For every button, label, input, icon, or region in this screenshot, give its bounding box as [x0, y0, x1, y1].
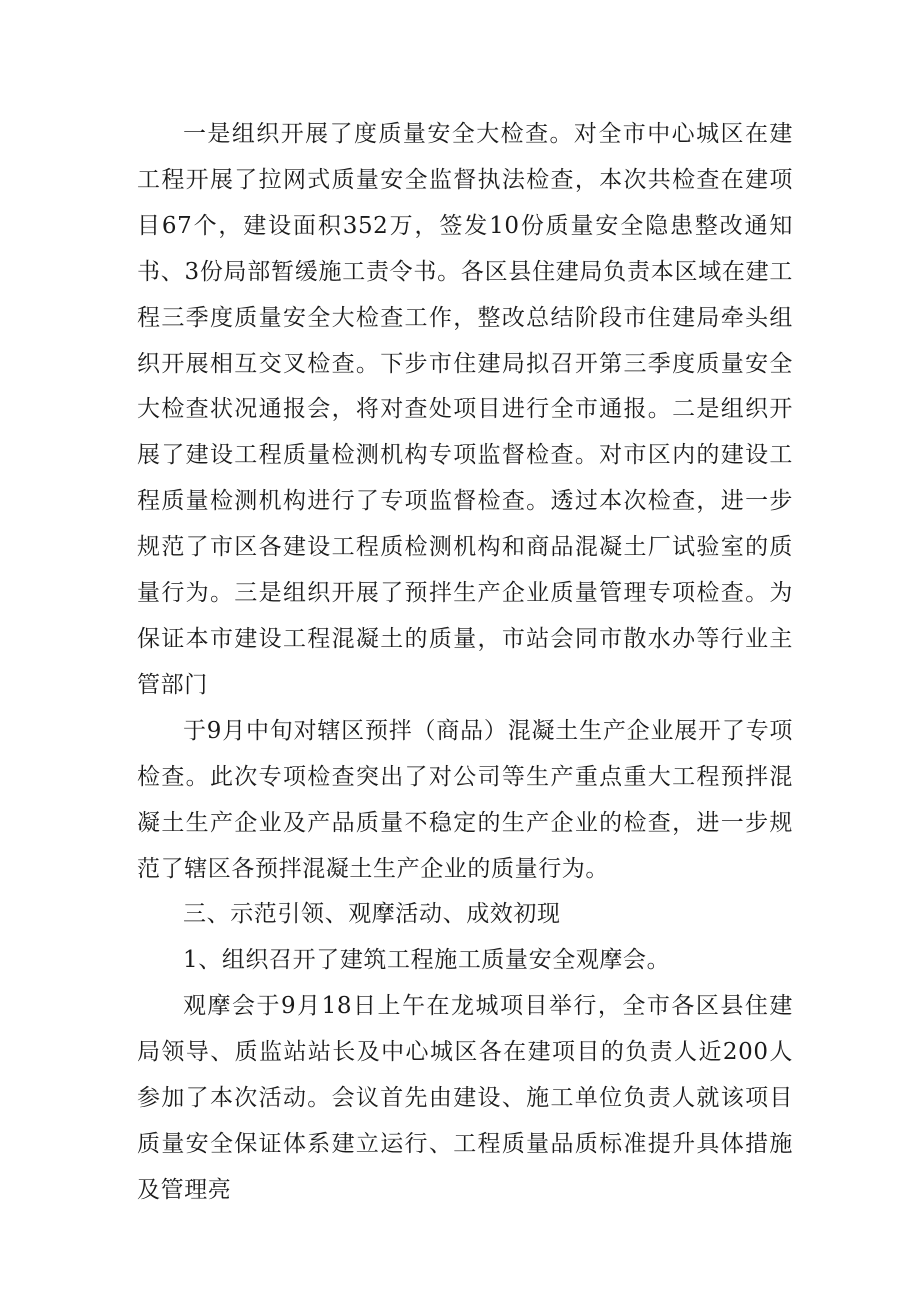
subsection-heading: 1、组织召开了建筑工程施工质量安全观摩会。	[183, 947, 671, 974]
section-heading: 三、示范引领、观摩活动、成效初现	[183, 901, 561, 928]
paragraph-inspection-summary: 一是组织开展了度质量安全大检查。对全市中心城区在建工程开展了拉网式质量安全监督执法检查，本次共检查在建项目67个，建设面积352万，签发10份质量安全隐患整改通知书、3份局部暂缓施工责令书。各区县住建局负责本区域在建工程三季度质量安全大检查工作，整改总结阶段市住建局牵头组织开展相互交叉检查。下步市住建局拟召开第三季度质量安全大检查状况通报会，将对查处项目进行全市通报。二是组织开展了建设工程质量检测机构专项监督检查。对市区内的建设工程质量检测机构进行了专项监督检查。透过本次检查，进一步规范了市区各建设工程质检测机构和商品混凝土厂试验室的质量行为。三是组织开展了预拌生产企业质量管理专项检查。为保证本市建设工程混凝土的质量，市站会同市散水办等行业主管部门	[137, 121, 793, 698]
document-body	[137, 112, 793, 1214]
paragraph-observation-meeting: 观摩会于9月18日上午在龙城项目举行，全市各区县住建局领导、质监站站长及中心城区各在建项目的负责人近200人参加了本次活动。会议首先由建设、施工单位负责人就该项目质量安全保证体系建立运行、工程质量品质标准提升具体措施及管理亮	[137, 993, 793, 1203]
paragraph-concrete-inspection: 于9月中旬对辖区预拌（商品）混凝土生产企业展开了专项检查。此次专项检查突出了对公司等生产重点重大工程预拌混凝土生产企业及产品质量不稳定的生产企业的检查，进一步规范了辖区各预拌混凝土生产企业的质量行为。	[137, 717, 793, 882]
